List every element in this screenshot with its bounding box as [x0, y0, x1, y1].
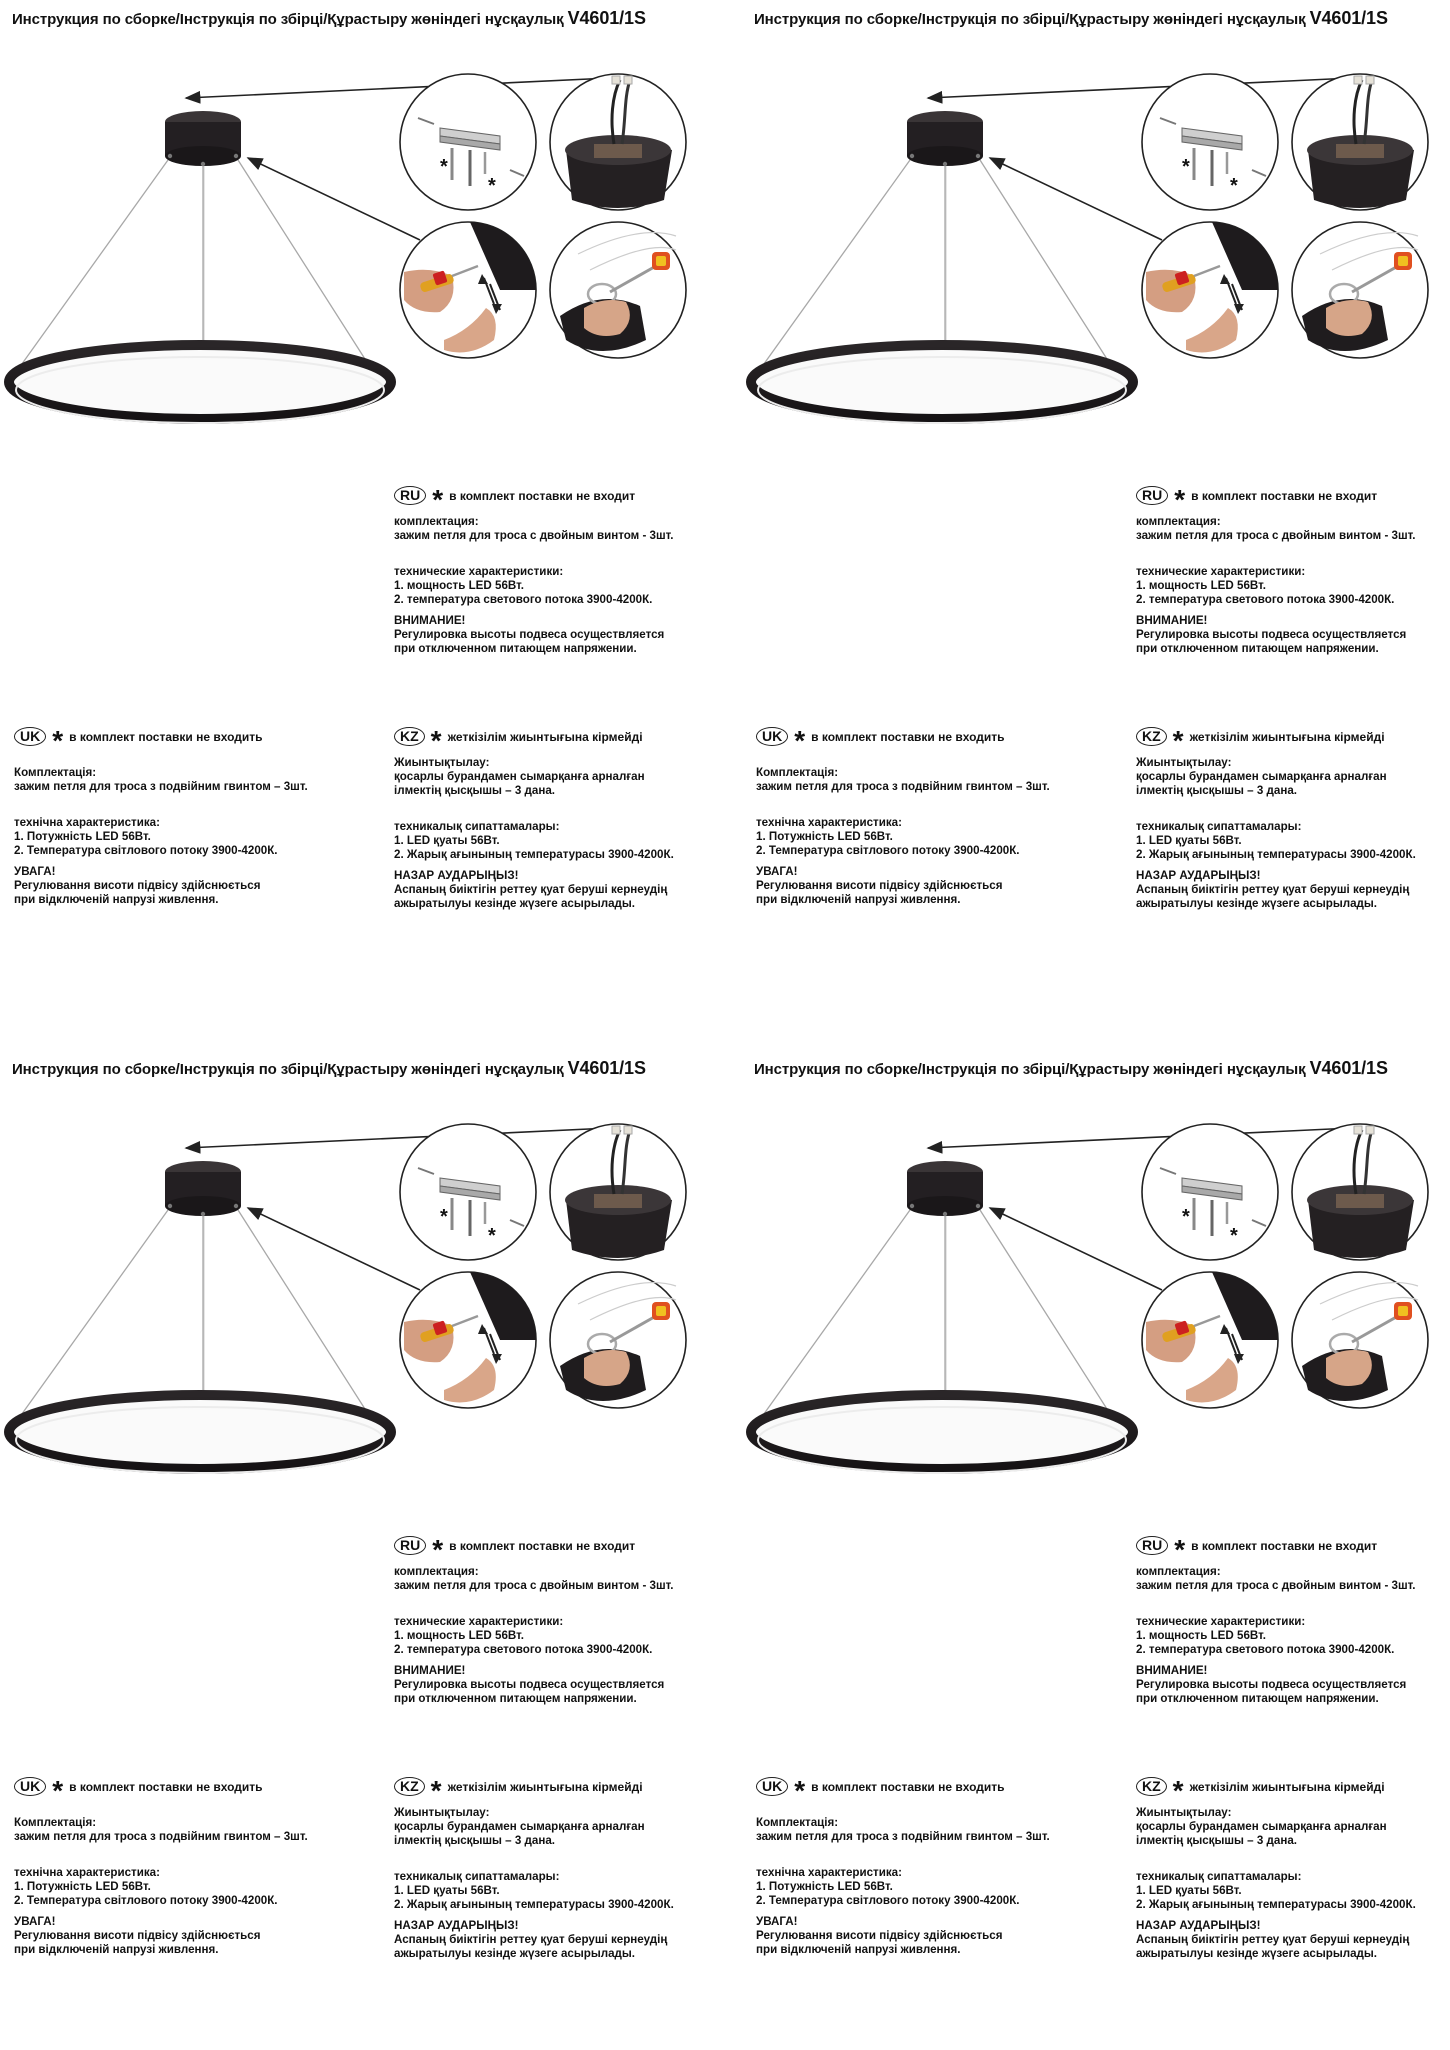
uk-language-badge: UK — [14, 727, 46, 746]
kz-spec-power: 1. LED қуаты 56Вт. — [394, 1884, 500, 1897]
model-number: V4601/1S — [1309, 1058, 1388, 1078]
instruction-title — [754, 1058, 1388, 1079]
ru-warning-heading: ВНИМАНИЕ! — [1136, 614, 1208, 627]
arrow-left-icon — [248, 158, 420, 240]
led-ring — [751, 1395, 1133, 1473]
uk-spec-heading: технічна характеристика: — [756, 1866, 902, 1879]
ru-section — [394, 1533, 709, 1706]
uk-spec-color-temp: 2. Температура світлового потоку 3900-4200К. — [14, 1894, 278, 1907]
kz-not-included-note: жеткізілім жиынтығына кірмейді — [1189, 729, 1385, 744]
pendant-lamp — [9, 111, 391, 423]
uk-warning-line2: при відключеній напрузі живлення. — [756, 893, 961, 906]
kz-warning-heading: НАЗАР АУДАРЫҢЫЗ! — [1136, 869, 1261, 882]
uk-language-badge: UK — [756, 727, 788, 746]
instruction-title — [12, 1058, 646, 1079]
detail-bracket — [1142, 1124, 1278, 1260]
kz-header — [394, 1774, 709, 1806]
kz-warning-heading: НАЗАР АУДАРЫҢЫЗ! — [1136, 1919, 1261, 1932]
ru-header — [1136, 483, 1450, 515]
kz-language-badge: KZ — [394, 727, 425, 746]
ru-warning-line1: Регулировка высоты подвеса осуществляется — [1136, 628, 1407, 641]
asterisk-icon: * — [440, 1206, 448, 1228]
ru-not-included-note: в комплект поставки не входит — [1191, 1538, 1378, 1553]
uk-kit-item: зажим петля для троса з подвійним гвинтом – 3шт. — [14, 1830, 308, 1843]
ru-warning-line1: Регулировка высоты подвеса осуществляется — [394, 1678, 665, 1691]
arrow-left-icon — [990, 1208, 1162, 1290]
kz-kit-line2: ілмектің қысқышы – 3 дана. — [394, 784, 555, 797]
kz-not-included-note: жеткізілім жиынтығына кірмейді — [1189, 1779, 1385, 1794]
instruction-title — [754, 8, 1388, 29]
ru-section — [394, 483, 709, 656]
ru-section — [1136, 483, 1450, 656]
title-text: Инструкция по сборке/Інструкція по збірці/Құрастыру жөніндегі нұсқаулық — [754, 1061, 1306, 1078]
uk-header — [756, 724, 1071, 756]
model-number: V4601/1S — [567, 8, 646, 28]
kz-kit-line1: қосарлы бурандамен сымарқанға арналған — [1136, 1820, 1387, 1833]
ru-kit-heading: комплектация: — [394, 1565, 479, 1578]
model-number: V4601/1S — [1309, 8, 1388, 28]
ru-warning-line2: при отключенном питающем напряжении. — [394, 642, 637, 655]
kz-warning-heading: НАЗАР АУДАРЫҢЫЗ! — [394, 869, 519, 882]
arrow-left-icon — [248, 1208, 420, 1290]
ru-spec-power: 1. мощность LED 56Вт. — [1136, 579, 1266, 592]
uk-spec-color-temp: 2. Температура світлового потоку 3900-4200К. — [756, 844, 1020, 857]
uk-spec-power: 1. Потужність LED 56Вт. — [756, 830, 893, 843]
detail-canopy-wiring — [1292, 74, 1428, 210]
asterisk-icon: * — [794, 1774, 806, 1806]
instruction-panel-bottom-left — [0, 1050, 725, 2050]
suspension-cable — [980, 160, 1114, 370]
uk-spec-heading: технічна характеристика: — [14, 816, 160, 829]
uk-warning-heading: УВАГА! — [756, 1915, 798, 1928]
ru-header — [394, 1533, 709, 1565]
arrow-left-icon — [186, 1128, 610, 1148]
detail-screwdriver-adjust — [1142, 222, 1278, 358]
ru-warning-line1: Регулировка высоты подвеса осуществляется — [1136, 1678, 1407, 1691]
suspension-cable — [238, 160, 372, 370]
asterisk-icon: * — [1174, 483, 1186, 515]
kz-kit-line1: қосарлы бурандамен сымарқанға арналған — [394, 1820, 645, 1833]
pendant-lamp — [751, 111, 1133, 423]
kz-spec-heading: техникалық сипаттамалары: — [394, 820, 560, 833]
kz-spec-color-temp: 2. Жарық ағынының температурасы 3900-4200К. — [394, 1898, 674, 1911]
instruction-title — [12, 8, 646, 29]
kz-kit-heading: Жиынтықтылау: — [394, 756, 490, 769]
uk-spec-color-temp: 2. Температура світлового потоку 3900-4200К. — [756, 1894, 1020, 1907]
kz-language-badge: KZ — [1136, 1777, 1167, 1796]
arrow-left-icon — [186, 78, 610, 98]
ru-spec-color-temp: 2. температура светового потока 3900-4200К. — [1136, 593, 1395, 606]
uk-not-included-note: в комплект поставки не входить — [811, 1779, 1005, 1794]
ru-spec-power: 1. мощность LED 56Вт. — [1136, 1629, 1266, 1642]
ru-warning-line2: при отключенном питающем напряжении. — [1136, 1692, 1379, 1705]
kz-warning-line1: Аспаның биіктігін реттеу қуат беруші кернеудің — [1136, 883, 1410, 896]
asterisk-icon: * — [1230, 175, 1238, 197]
uk-spec-power: 1. Потужність LED 56Вт. — [14, 830, 151, 843]
uk-warning-line2: при відключеній напрузі живлення. — [756, 1943, 961, 1956]
ru-language-badge: RU — [394, 1536, 426, 1555]
ru-warning-line2: при отключенном питающем напряжении. — [1136, 642, 1379, 655]
kz-section — [1136, 724, 1450, 911]
ru-warning-heading: ВНИМАНИЕ! — [1136, 1664, 1208, 1677]
ru-spec-heading: технические характеристики: — [394, 565, 564, 578]
detail-screwdriver-adjust — [1142, 1272, 1278, 1408]
ru-spec-power: 1. мощность LED 56Вт. — [394, 579, 524, 592]
detail-screwdriver-adjust — [400, 222, 536, 358]
ru-kit-heading: комплектация: — [394, 515, 479, 528]
kz-not-included-note: жеткізілім жиынтығына кірмейді — [447, 729, 643, 744]
ru-warning-line1: Регулировка высоты подвеса осуществляется — [394, 628, 665, 641]
kz-spec-power: 1. LED қуаты 56Вт. — [394, 834, 500, 847]
instruction-panel-top-left — [0, 0, 725, 1000]
assembly-illustration — [0, 40, 725, 440]
uk-section — [14, 1774, 329, 1957]
suspension-cable — [980, 1210, 1114, 1420]
uk-language-badge: UK — [14, 1777, 46, 1796]
detail-bracket — [1142, 74, 1278, 210]
detail-canopy-wiring — [550, 1124, 686, 1260]
asterisk-icon: * — [440, 156, 448, 178]
kz-header — [1136, 724, 1450, 756]
ru-not-included-note: в комплект поставки не входит — [449, 488, 636, 503]
ru-spec-power: 1. мощность LED 56Вт. — [394, 1629, 524, 1642]
uk-spec-power: 1. Потужність LED 56Вт. — [756, 1880, 893, 1893]
kz-warning-heading: НАЗАР АУДАРЫҢЫЗ! — [394, 1919, 519, 1932]
uk-warning-heading: УВАГА! — [756, 865, 798, 878]
model-number: V4601/1S — [567, 1058, 646, 1078]
arrow-left-icon — [928, 78, 1352, 98]
ru-kit-heading: комплектация: — [1136, 1565, 1221, 1578]
kz-warning-line1: Аспаның биіктігін реттеу қуат беруші кернеудің — [1136, 1933, 1410, 1946]
detail-canopy-wiring — [1292, 1124, 1428, 1260]
kz-kit-line2: ілмектің қысқышы – 3 дана. — [1136, 784, 1297, 797]
kz-spec-heading: техникалық сипаттамалары: — [394, 1870, 560, 1883]
uk-spec-color-temp: 2. Температура світлового потоку 3900-4200К. — [14, 844, 278, 857]
suspension-cable — [238, 1210, 372, 1420]
ru-header — [1136, 1533, 1450, 1565]
ru-header — [394, 483, 709, 515]
asterisk-icon: * — [52, 1774, 64, 1806]
uk-header — [14, 724, 329, 756]
asterisk-icon: * — [52, 724, 64, 756]
detail-canopy-wiring — [550, 74, 686, 210]
uk-section — [14, 724, 329, 907]
title-text: Инструкция по сборке/Інструкція по збірці/Құрастыру жөніндегі нұсқаулық — [754, 11, 1306, 28]
kz-warning-line2: ажыратылуы кезінде жүзеге асырылады. — [394, 1947, 636, 1960]
arrow-left-icon — [990, 158, 1162, 240]
uk-warning-heading: УВАГА! — [14, 865, 56, 878]
ru-not-included-note: в комплект поставки не входит — [1191, 488, 1378, 503]
kz-kit-heading: Жиынтықтылау: — [394, 1806, 490, 1819]
kz-kit-line1: қосарлы бурандамен сымарқанға арналған — [394, 770, 645, 783]
kz-spec-power: 1. LED қуаты 56Вт. — [1136, 1884, 1242, 1897]
ru-spec-heading: технические характеристики: — [394, 1615, 564, 1628]
asterisk-icon: * — [1172, 1774, 1184, 1806]
detail-bracket — [400, 74, 536, 210]
ru-spec-color-temp: 2. температура светового потока 3900-4200К. — [1136, 1643, 1395, 1656]
asterisk-icon: * — [430, 724, 442, 756]
detail-bracket — [400, 1124, 536, 1260]
uk-warning-line1: Регулювання висоти підвісу здійснюється — [756, 879, 1003, 892]
ru-kit-item: зажим петля для троса с двойным винтом - 3шт. — [394, 1579, 674, 1592]
ru-kit-heading: комплектация: — [1136, 515, 1221, 528]
uk-language-badge: UK — [756, 1777, 788, 1796]
asterisk-icon: * — [1172, 724, 1184, 756]
ru-language-badge: RU — [1136, 486, 1168, 505]
ru-spec-color-temp: 2. температура светового потока 3900-4200К. — [394, 593, 653, 606]
uk-kit-heading: Комплектація: — [756, 1816, 839, 1829]
assembly-illustration — [742, 1090, 1450, 1490]
uk-kit-item: зажим петля для троса з подвійним гвинтом – 3шт. — [14, 780, 308, 793]
kz-kit-line2: ілмектің қысқышы – 3 дана. — [394, 1834, 555, 1847]
uk-warning-line1: Регулювання висоти підвісу здійснюється — [756, 1929, 1003, 1942]
ru-kit-item: зажим петля для троса с двойным винтом - 3шт. — [394, 529, 674, 542]
kz-kit-heading: Жиынтықтылау: — [1136, 756, 1232, 769]
uk-spec-heading: технічна характеристика: — [756, 816, 902, 829]
asterisk-icon: * — [488, 1225, 496, 1247]
kz-kit-line2: ілмектің қысқышы – 3 дана. — [1136, 1834, 1297, 1847]
led-ring — [751, 345, 1133, 423]
kz-spec-heading: техникалық сипаттамалары: — [1136, 1870, 1302, 1883]
kz-header — [1136, 1774, 1450, 1806]
pendant-lamp — [751, 1161, 1133, 1473]
arrow-left-icon — [928, 1128, 1352, 1148]
ru-section — [1136, 1533, 1450, 1706]
uk-warning-heading: УВАГА! — [14, 1915, 56, 1928]
ru-warning-heading: ВНИМАНИЕ! — [394, 614, 466, 627]
uk-section — [756, 1774, 1071, 1957]
uk-spec-power: 1. Потужність LED 56Вт. — [14, 1880, 151, 1893]
uk-section — [756, 724, 1071, 907]
kz-section — [394, 724, 709, 911]
kz-spec-color-temp: 2. Жарық ағынының температурасы 3900-4200К. — [1136, 848, 1416, 861]
asterisk-icon: * — [794, 724, 806, 756]
uk-warning-line2: при відключеній напрузі живлення. — [14, 1943, 219, 1956]
ru-kit-item: зажим петля для троса с двойным винтом - 3шт. — [1136, 1579, 1416, 1592]
ru-language-badge: RU — [394, 486, 426, 505]
kz-spec-heading: техникалық сипаттамалары: — [1136, 820, 1302, 833]
ru-spec-color-temp: 2. температура светового потока 3900-4200К. — [394, 1643, 653, 1656]
kz-kit-heading: Жиынтықтылау: — [1136, 1806, 1232, 1819]
ceiling-canopy — [907, 1161, 983, 1216]
kz-spec-color-temp: 2. Жарық ағынының температурасы 3900-4200К. — [394, 848, 674, 861]
ceiling-canopy — [907, 111, 983, 166]
kz-language-badge: KZ — [1136, 727, 1167, 746]
instruction-panel-bottom-right — [742, 1050, 1450, 2050]
asterisk-icon: * — [430, 1774, 442, 1806]
kz-section — [394, 1774, 709, 1961]
kz-header — [394, 724, 709, 756]
uk-not-included-note: в комплект поставки не входить — [69, 1779, 263, 1794]
detail-cable-clip — [1292, 1272, 1428, 1408]
asterisk-icon: * — [1182, 1206, 1190, 1228]
ru-kit-item: зажим петля для троса с двойным винтом - 3шт. — [1136, 529, 1416, 542]
uk-kit-item: зажим петля для троса з подвійним гвинтом – 3шт. — [756, 780, 1050, 793]
kz-warning-line2: ажыратылуы кезінде жүзеге асырылады. — [1136, 897, 1378, 910]
uk-warning-line2: при відключеній напрузі живлення. — [14, 893, 219, 906]
detail-cable-clip — [550, 1272, 686, 1408]
pendant-lamp — [9, 1161, 391, 1473]
detail-cable-clip — [550, 222, 686, 358]
asterisk-icon: * — [488, 175, 496, 197]
assembly-illustration — [0, 1090, 725, 1490]
kz-spec-power: 1. LED қуаты 56Вт. — [1136, 834, 1242, 847]
kz-warning-line1: Аспаның биіктігін реттеу қуат беруші кернеудің — [394, 1933, 668, 1946]
instruction-panel-top-right — [742, 0, 1450, 1000]
uk-warning-line1: Регулювання висоти підвісу здійснюється — [14, 879, 261, 892]
kz-language-badge: KZ — [394, 1777, 425, 1796]
ru-language-badge: RU — [1136, 1536, 1168, 1555]
title-text: Инструкция по сборке/Інструкція по збірці/Құрастыру жөніндегі нұсқаулық — [12, 11, 564, 28]
ru-not-included-note: в комплект поставки не входит — [449, 1538, 636, 1553]
led-ring — [9, 345, 391, 423]
uk-warning-line1: Регулювання висоти підвісу здійснюється — [14, 1929, 261, 1942]
uk-kit-item: зажим петля для троса з подвійним гвинтом – 3шт. — [756, 1830, 1050, 1843]
uk-kit-heading: Комплектація: — [14, 766, 97, 779]
uk-not-included-note: в комплект поставки не входить — [69, 729, 263, 744]
kz-section — [1136, 1774, 1450, 1961]
asterisk-icon: * — [432, 1533, 444, 1565]
kz-warning-line1: Аспаның биіктігін реттеу қуат беруші кернеудің — [394, 883, 668, 896]
led-ring — [9, 1395, 391, 1473]
kz-not-included-note: жеткізілім жиынтығына кірмейді — [447, 1779, 643, 1794]
uk-header — [14, 1774, 329, 1806]
assembly-illustration — [742, 40, 1450, 440]
uk-kit-heading: Комплектація: — [756, 766, 839, 779]
asterisk-icon: * — [1182, 156, 1190, 178]
kz-warning-line2: ажыратылуы кезінде жүзеге асырылады. — [394, 897, 636, 910]
asterisk-icon: * — [1174, 1533, 1186, 1565]
ceiling-canopy — [165, 111, 241, 166]
uk-not-included-note: в комплект поставки не входить — [811, 729, 1005, 744]
ceiling-canopy — [165, 1161, 241, 1216]
asterisk-icon: * — [1230, 1225, 1238, 1247]
kz-kit-line1: қосарлы бурандамен сымарқанға арналған — [1136, 770, 1387, 783]
ru-warning-heading: ВНИМАНИЕ! — [394, 1664, 466, 1677]
asterisk-icon: * — [432, 483, 444, 515]
detail-cable-clip — [1292, 222, 1428, 358]
ru-spec-heading: технические характеристики: — [1136, 1615, 1306, 1628]
uk-header — [756, 1774, 1071, 1806]
kz-spec-color-temp: 2. Жарық ағынының температурасы 3900-4200К. — [1136, 1898, 1416, 1911]
ru-warning-line2: при отключенном питающем напряжении. — [394, 1692, 637, 1705]
kz-warning-line2: ажыратылуы кезінде жүзеге асырылады. — [1136, 1947, 1378, 1960]
uk-spec-heading: технічна характеристика: — [14, 1866, 160, 1879]
title-text: Инструкция по сборке/Інструкція по збірці/Құрастыру жөніндегі нұсқаулық — [12, 1061, 564, 1078]
detail-screwdriver-adjust — [400, 1272, 536, 1408]
ru-spec-heading: технические характеристики: — [1136, 565, 1306, 578]
uk-kit-heading: Комплектація: — [14, 1816, 97, 1829]
